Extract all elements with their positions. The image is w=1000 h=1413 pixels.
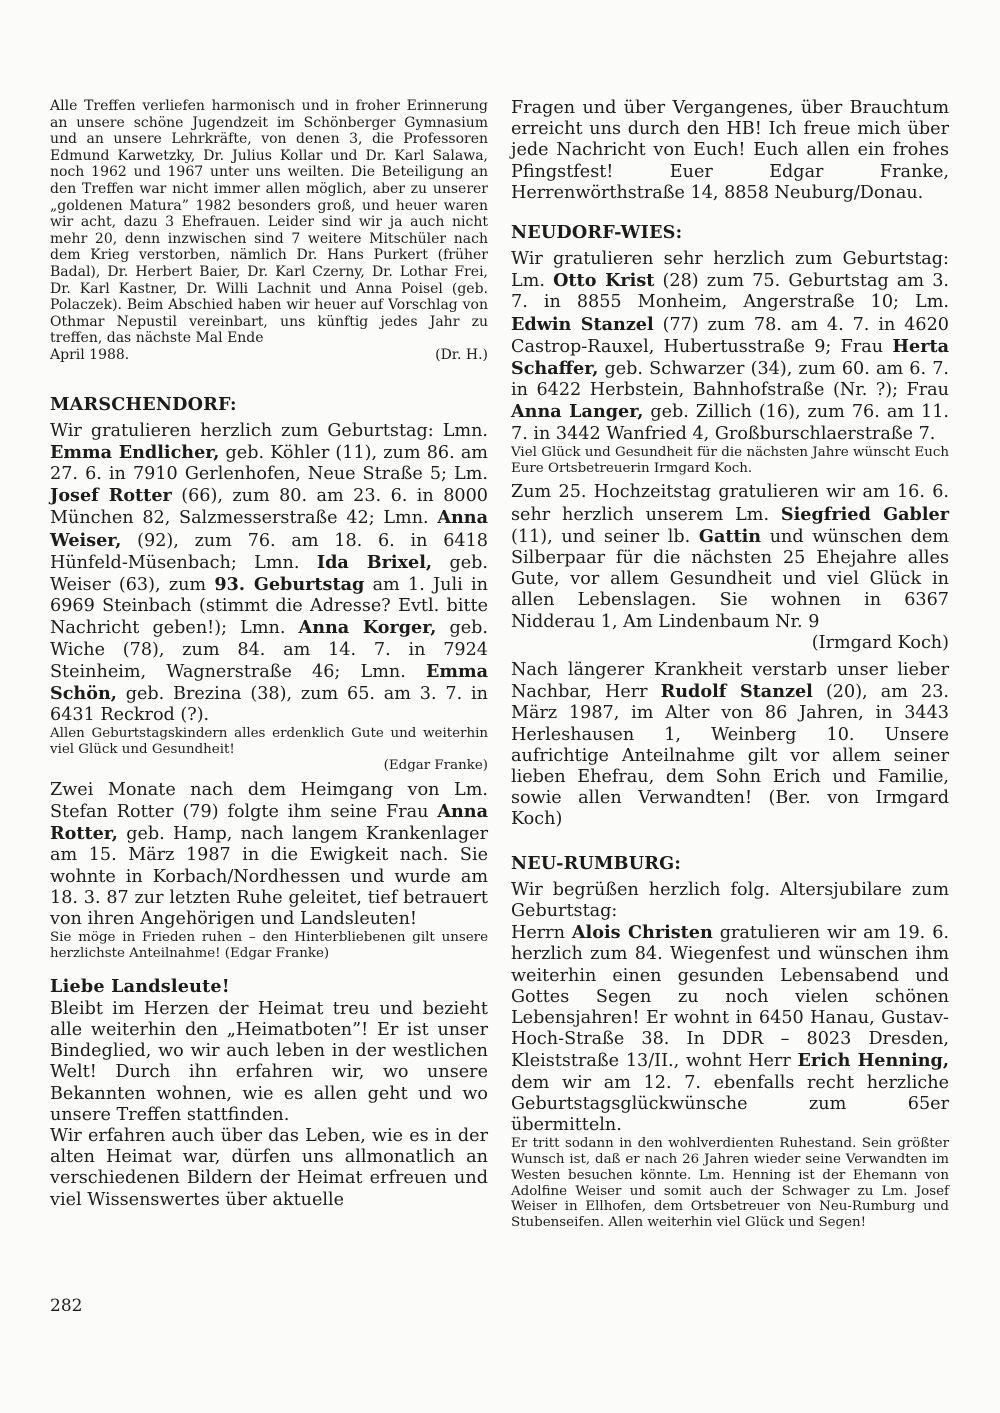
neu-rumburg-note: Er tritt sodann in den wohlverdienten Ruhestand. Sein größter Wunsch ist, daß er nach 26 Jahren wieder seine Verwandten im Westen besuchen könnte. Lm. Henning ist der Ehemann von Adolfine Weiser und somit auch der Schwager zu Lm. Josef Weiser in Ellhofen, dem Ortsbetreuer von Neu-Rumburg und Stubenseifen. Allen weiterhin viel Glück und Segen! [511, 1136, 949, 1231]
marschendorf-birthdays: Wir gratulieren herzlich zum Geburtstag: Lmn. Emma Endlicher, geb. Köhler (11), zum 86. am 27. 6. in 7910 Gerlenhofen, Neue Straße 5; Lm. Josef Rotter (66), zum 80. am 23. 6. in 8000 München 82, Salzmesserstraße 42; Lmn. Anna Weiser, (92), zum 76. am 18. 6. in 6418 Hünfeld-Müsenbach; Lmn. Ida Brixel, geb. Weiser (63), zum 93. Geburtstag am 1. Juli in 6969 Steinbach (stimmt die Adresse? Evtl. bitte Nachricht geben!); Lmn. Anna Korger, geb. Wiche (78), zum 84. am 14. 7. in 7924 Steinheim, Wagnerstraße 46; Lmn. Emma Schön, geb. Brezina (38), zum 65. am 3. 7. in 6431 Reckrod (?). [50, 420, 489, 726]
landsleute-paragraph-1: Bleibt im Herzen der Heimat treu und bezieht alle weiterhin den „Heimatboten”! Er ist unser Bindeglied, wo wir auch leben in der westlichen Welt! Durch ihn erfahren wir, wo unsere Bekannten wohnen, wie es allen geht und wo unsere Treffen stattfinden. [50, 998, 488, 1125]
neu-rumburg-intro: Wir begrüßen herzlich folg. Altersjubilare zum Geburtstag: [511, 879, 949, 921]
heading-neu-rumburg: NEU-RUMBURG: [511, 852, 682, 874]
marschendorf-condolence: Sie möge in Frieden ruhen – den Hinterbliebenen gilt unsere herzlichste Anteilnahme! (Edgar Franke) [50, 930, 488, 961]
franke-closing: Fragen und über Vergangenes, über Brauchtum erreicht uns durch den HB! Ich freue mich über jede Nachricht von Euch! Euch allen ein frohes Pfingstfest! Euer Edgar Franke, Herrenwörthstraße 14, 8858 Neuburg/Donau. [511, 98, 949, 203]
neudorf-anniversary-signature: (Irmgard Koch) [811, 632, 949, 653]
intro-paragraph: Alle Treffen verliefen harmonisch und in froher Erinnerung an unsere schöne Jugendzeit im Schönberger Gymnasium und an unsere Lehrkräfte, von denen 3, die Professoren Edmund Karwetzky, Dr. Julius Kollar und Dr. Karl Salawa, noch 1962 und 1967 unter uns weilten. Die Beteiligung an den Treffen war nicht immer allen möglich, aber zu unserer „goldenen Matura” 1982 besonders groß, und heuer waren wir acht, dazu 3 Ehefrauen. Leider sind wir ja auch nicht mehr 20, denn inzwischen sind 7 weitere Mitschüler nach dem Krieg verstorben, nämlich Dr. Hans Purkert (früher Badal), Dr. Herbert Baier, Dr. Karl Czerny, Dr. Lothar Frei, Dr. Karl Kastner, Dr. Willi Lachnit und Anna Poisel (geb. Polaczek). Beim Abschied haben wir heuer auf Vorschlag von Othmar Nepustil vereinbart, uns künftig jedes Jahr zu treffen, das nächste Mal Ende [50, 98, 488, 347]
intro-last-line: April 1988. [50, 346, 130, 363]
page-number: 282 [50, 1296, 83, 1316]
heading-neudorf-wies: NEUDORF-WIES: [511, 222, 683, 244]
marschendorf-signature: (Edgar Franke) [383, 757, 488, 773]
landsleute-paragraph-2: Wir erfahren auch über das Leben, wie es in der alten Heimat war, dürfen uns allmonatlich an verschiedenen Bildern der Heimat erfreuen und viel Wissenswertes über aktuelle [50, 1125, 488, 1210]
heading-liebe-landsleute: Liebe Landsleute! [50, 975, 230, 997]
neudorf-birthdays: Wir gratulieren sehr herzlich zum Geburtstag: Lm. Otto Krist (28) zum 75. Geburtstag am 3. 7. in 8855 Monheim, Angerstraße 10; Lm. Edwin Stanzel (77) zum 78. am 4. 7. in 4620 Castrop-Rauxel, Hubertusstraße 9; Frau Herta Schaffer, geb. Schwarzer (34), zum 60. am 6. 7. in 6422 Herbstein, Bahnhofstraße (Nr. ?); Frau Anna Langer, geb. Zillich (16), zum 76. am 11. 7. in 3442 Wanfried 4, Großburschlaerstraße 7. [511, 249, 950, 444]
left-column [50, 98, 488, 1211]
neudorf-obituary: Nach längerer Krankheit verstarb unser lieber Nachbar, Herr Rudolf Stanzel (20), am 23. März 1987, im Alter von 86 Jahren, in 3443 Herleshausen 1, Weinberg 10. Unsere aufrichtige Anteilnahme gilt vor allem seiner lieben Ehefrau, dem Sohn Erich und Familie, sowie allen Verwandten! (Ber. von Irmgard Koch) [511, 660, 949, 830]
marschendorf-wishes: Allen Geburtstagskindern alles erdenklich Gute und weiterhin viel Glück und Gesundheit! [50, 726, 488, 758]
intro-signature-line [50, 347, 488, 364]
neudorf-wishes: Viel Glück und Gesundheit für die nächsten Jahre wünscht Euch Eure Ortsbetreuerin Irmgard Koch. [511, 444, 949, 476]
right-column [511, 98, 949, 1231]
marschendorf-obituary: Zwei Monate nach dem Heimgang von Lm. Stefan Rotter (79) folgte ihm seine Frau Anna Rotter, geb. Hamp, nach langem Krankenlager am 15. März 1987 in die Ewigkeit nach. Sie wohnte in Korbach/Nordhessen und wurde am 18. 3. 87 zur letzten Ruhe geleitet, tief betrauert von ihren Angehörigen und Landsleuten! [50, 779, 488, 929]
intro-signature: (Dr. H.) [435, 346, 488, 363]
neu-rumburg-birthdays: Herrn Alois Christen gratulieren wir am 19. 6. herzlich zum 84. Wiegenfest und wünschen ihm weiterhin einen gesunden Lebensabend und Gottes Segen zu noch vielen schönen Lebensjahren! Er wohnt in 6450 Hanau, Gustav-Hoch-Straße 38. In DDR – 8023 Dresden, Kleiststraße 13/II., wohnt Herr Erich Henning, dem wir am 12. 7. ebenfalls recht herzliche Geburtstagsglückwünsche zum 65er übermitteln. [511, 922, 949, 1135]
heading-marschendorf: MARSCHENDORF: [50, 393, 237, 415]
neudorf-wedding-anniversary: Zum 25. Hochzeitstag gratulieren wir am 16. 6. sehr herzlich unserem Lm. Siegfried Gabler (11), und seiner lb. Gattin und wünschen dem Silberpaar für die nächsten 25 Ehejahre alles Gute, vor allem Gesundheit und viel Glück in allen Lebenslagen. Sie wohnen in 6367 Nidderau 1, Am Lindenbaum Nr. 9 [511, 482, 949, 632]
